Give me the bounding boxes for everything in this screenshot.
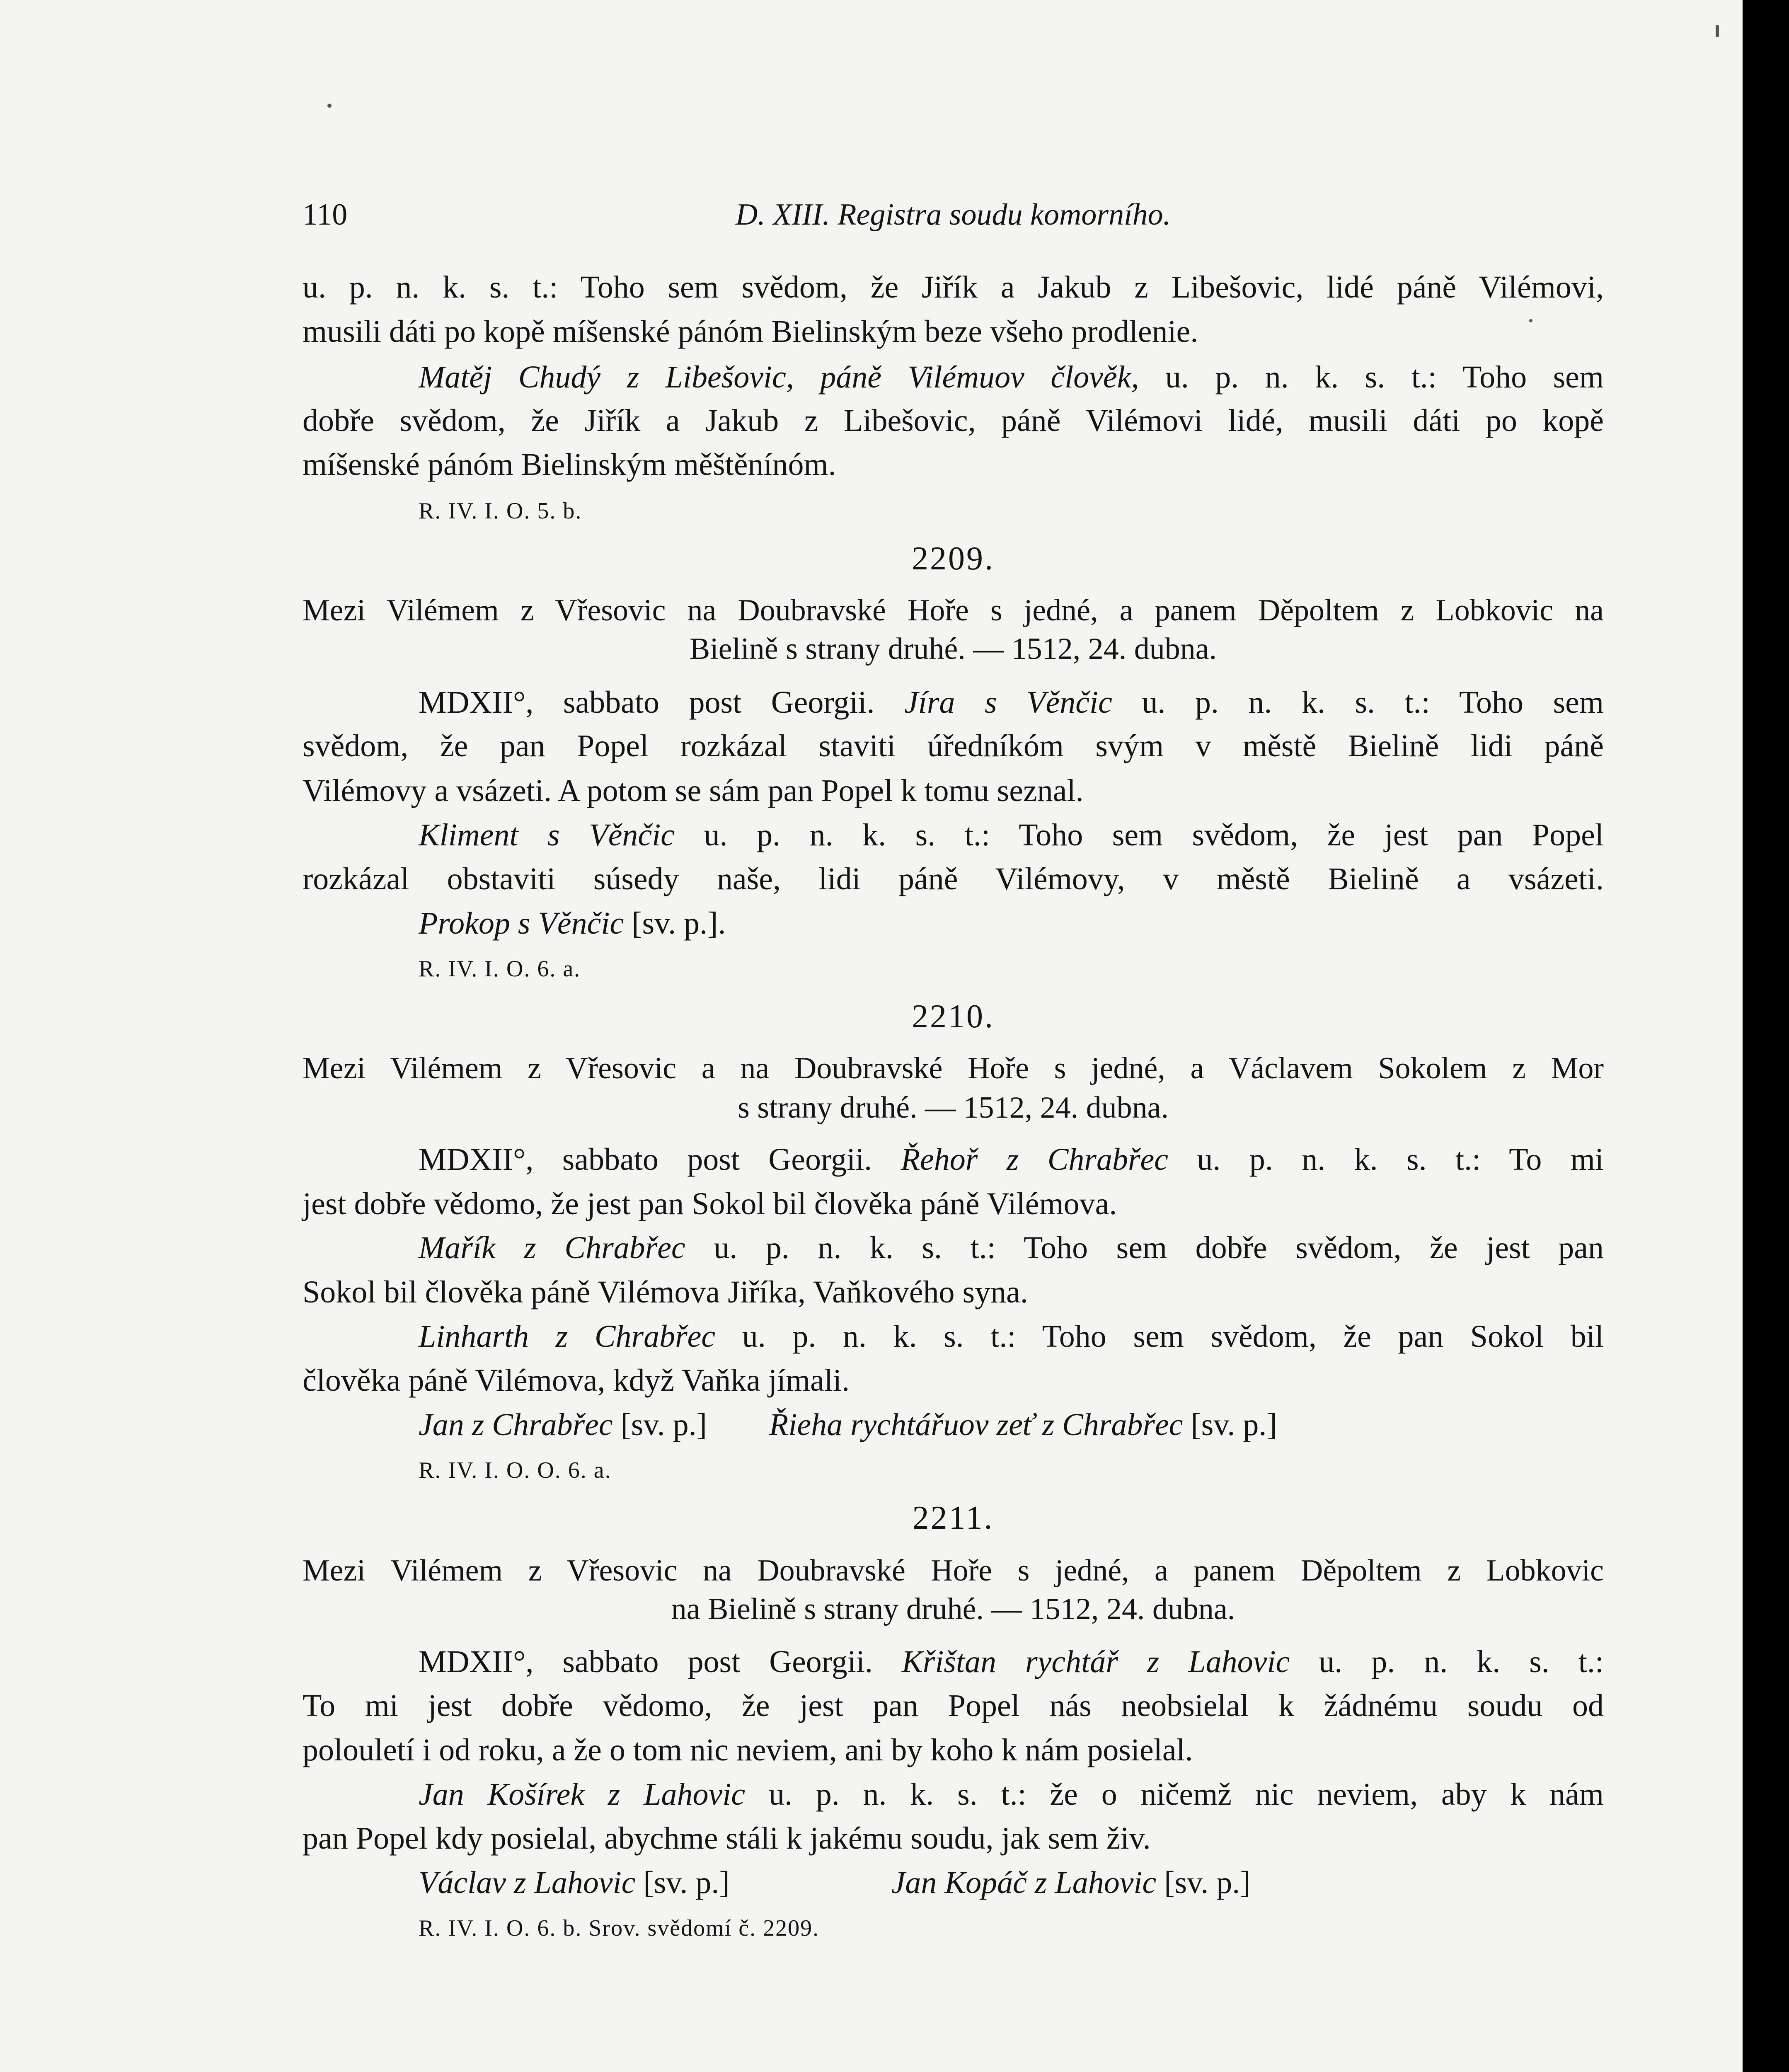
- text-line: polouletí i od roku, a že o tom nic neviem, ani by koho k nám posielal.: [303, 1733, 1193, 1767]
- text-line: [303, 903, 1604, 943]
- witness-name: Jan z Chrabřec: [419, 1407, 613, 1442]
- text-line: musili dáti po kopě míšenské pánóm Bielinským beze všeho prodlenie.: [303, 314, 1198, 349]
- text-span: MDXII°, sabbato post Georgii.: [419, 685, 875, 720]
- entry-number: 2210.: [912, 998, 995, 1035]
- text-span: [sv. p.]: [1191, 1407, 1277, 1442]
- text-span: [sv. p.]: [643, 1865, 730, 1900]
- text-line: [303, 1642, 1604, 1682]
- witness-name: Řehoř z Chrabřec: [901, 1142, 1169, 1177]
- witness-name: Křištan rychtář z Lahovic: [901, 1644, 1290, 1679]
- witness-name: Prokop s Věnčic: [419, 906, 624, 941]
- text-span: MDXII°, sabbato post Georgii.: [419, 1644, 873, 1679]
- text-span: u. p. n. k. s. t.: To mi: [1197, 1142, 1604, 1177]
- source-reference: R. IV. I. O. 5. b.: [419, 498, 582, 524]
- text-span: [sv. p.].: [632, 906, 726, 941]
- entry-heading: Mezi Vilémem z Vřesovic a na Doubravské Hoře s jedné, a Václavem Sokolem z Mor: [303, 1051, 1604, 1085]
- entry-heading: Mezi Vilémem z Vřesovic na Doubravské Hoře s jedné, a panem Děpoltem z Lobkovic: [303, 1554, 1604, 1588]
- text-line: Vilémovy a vsázeti. A potom se sám pan Popel k tomu seznal.: [303, 773, 1084, 808]
- witness-name: Řieha rychtářuov zeť z Chrabřec: [769, 1407, 1183, 1442]
- entry-heading: s strany druhé. — 1512, 24. dubna.: [738, 1091, 1169, 1125]
- witness-name: Linharth z Chrabřec: [419, 1319, 716, 1354]
- running-title: D. XIII. Registra soudu komorního.: [735, 198, 1171, 232]
- source-reference: R. IV. I. O. 6. a.: [419, 956, 581, 982]
- text-line: [303, 815, 1604, 855]
- page-number: 110: [303, 198, 348, 232]
- text-line: rozkázal obstaviti súsedy naše, lidi páně Vilémovy, v městě Bielině a vsázeti.: [303, 862, 1604, 896]
- witness-name: Jan Košírek z Lahovic: [419, 1777, 746, 1812]
- text-line: svědom, že pan Popel rozkázal staviti úředníkóm svým v městě Bielině lidi páně: [303, 729, 1604, 763]
- text-line: [303, 1774, 1604, 1814]
- source-reference: R. IV. I. O. 6. b. Srov. svědomí č. 2209.: [419, 1915, 820, 1941]
- text-line: [303, 357, 1604, 397]
- witness-name: Václav z Lahovic: [419, 1865, 636, 1900]
- speck: [327, 104, 332, 108]
- text-span: u. p. n. k. s. t.: Toho sem svědom, že pan Sokol bil: [742, 1319, 1604, 1354]
- running-header: [303, 195, 1604, 235]
- text-line: [303, 683, 1604, 722]
- witness-name: Matěj Chudý z Libešovic, páně Vilémuov člověk,: [419, 360, 1139, 395]
- entry-heading: na Bielině s strany druhé. — 1512, 24. dubna.: [671, 1592, 1235, 1626]
- source-reference: R. IV. I. O. O. 6. a.: [419, 1457, 612, 1483]
- text-span: u. p. n. k. s. t.: že o ničemž nic neviem, aby k nám: [768, 1777, 1604, 1812]
- text-span: MDXII°, sabbato post Georgii.: [419, 1142, 872, 1177]
- text-line: u. p. n. k. s. t.: Toho sem svědom, že Jiřík a Jakub z Libešovic, lidé páně Vilémovi,: [303, 270, 1604, 305]
- text-line: míšenské pánóm Bielinským měštěnínóm.: [303, 447, 836, 482]
- text-span: u. p. n. k. s. t.: Toho sem: [1165, 360, 1604, 395]
- text-span: u. p. n. k. s. t.: Toho sem svědom, že jest pan Popel: [704, 818, 1604, 852]
- text-line: člověka páně Vilémova, když Vaňka jímali.: [303, 1363, 850, 1398]
- text-line: [303, 1317, 1604, 1356]
- text-line: [303, 1405, 1604, 1445]
- text-line: Sokol bil člověka páně Vilémova Jiříka, Vaňkového syna.: [303, 1275, 1028, 1310]
- text-span: u. p. n. k. s. t.:: [1319, 1644, 1604, 1679]
- witness-name: Jan Kopáč z Lahovic: [891, 1865, 1157, 1900]
- text-span: [sv. p.]: [1164, 1865, 1251, 1900]
- speck: [1716, 25, 1719, 37]
- text-line: To mi jest dobře vědomo, že jest pan Popel nás neobsielal k žádnému soudu od: [303, 1688, 1604, 1723]
- entry-number: 2211.: [912, 1500, 994, 1536]
- text-line: pan Popel kdy posielal, abychme stáli k jakému soudu, jak sem živ.: [303, 1821, 1151, 1856]
- text-line: dobře svědom, že Jiřík a Jakub z Libešovic, páně Vilémovi lidé, musili dáti po kopě: [303, 403, 1604, 438]
- witness-name: Mařík z Chrabřec: [419, 1230, 685, 1265]
- entry-heading: Bielině s strany druhé. — 1512, 24. dubna.: [689, 632, 1217, 666]
- text-span: [sv. p.]: [620, 1407, 707, 1442]
- witness-name: Kliment s Věnčic: [419, 818, 675, 852]
- entry-number: 2209.: [912, 540, 995, 577]
- text-span: u. p. n. k. s. t.: Toho sem dobře svědom, že jest pan: [714, 1230, 1604, 1265]
- text-span: u. p. n. k. s. t.: Toho sem: [1142, 685, 1604, 720]
- entry-heading: Mezi Vilémem z Vřesovic na Doubravské Hoře s jedné, a panem Děpoltem z Lobkovic na: [303, 593, 1604, 627]
- text-line: jest dobře vědomo, že jest pan Sokol bil člověka páně Vilémova.: [303, 1186, 1117, 1221]
- text-line: [303, 1140, 1604, 1179]
- text-line: [303, 1228, 1604, 1268]
- witness-name: Jíra s Věnčic: [904, 685, 1112, 720]
- text-line: [303, 1863, 1604, 1903]
